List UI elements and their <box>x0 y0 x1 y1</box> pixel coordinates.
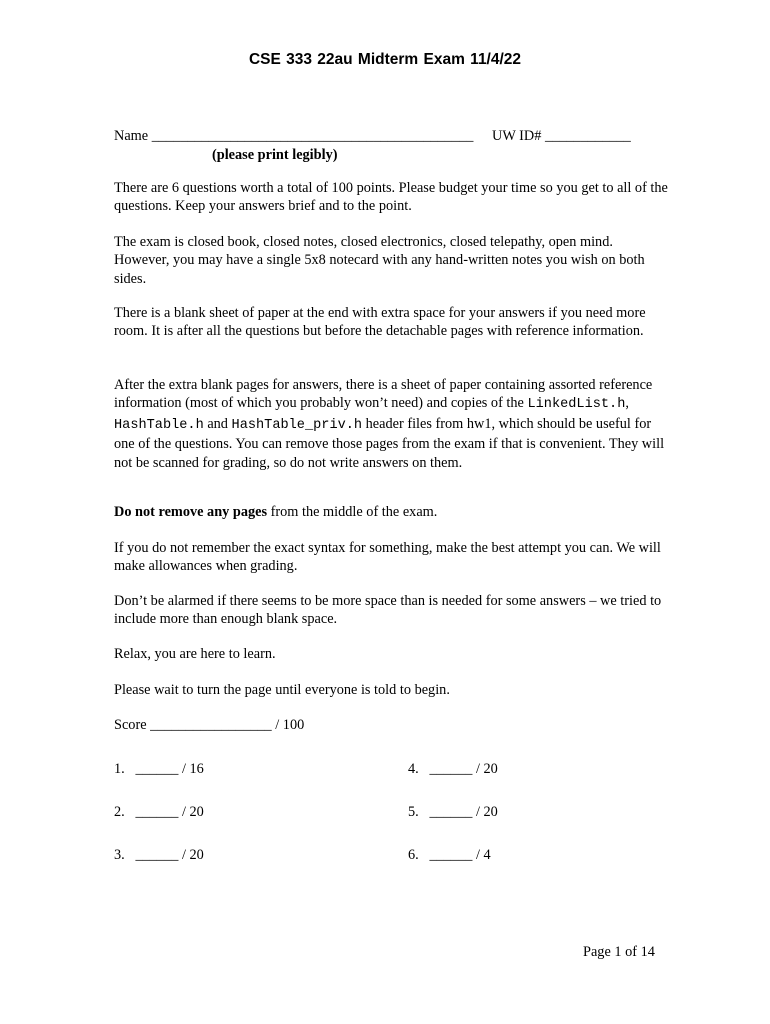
instruction-paragraph-5 <box>114 503 670 521</box>
question-score-6 <box>408 846 491 864</box>
question-max: / 20 <box>181 847 204 863</box>
uwid-blank: ____________ <box>544 128 631 144</box>
question-blank: ______ <box>429 761 473 777</box>
question-blank: ______ <box>135 847 179 863</box>
instruction-paragraph-9: Please wait to turn the page until everyone is told to begin. <box>114 682 450 698</box>
question-max: / 4 <box>475 847 491 863</box>
separator-and: and <box>207 415 228 432</box>
instruction-paragraph-2: The exam is closed book, closed notes, closed electronics, closed telepathy, open mind. However, you may have a single 5x8 notecard with any hand-written notes you wish on both sides. <box>114 234 645 287</box>
question-number: 2. <box>114 804 125 820</box>
file-linkedlist-h: LinkedList.h <box>527 397 626 413</box>
question-number: 1. <box>114 761 125 777</box>
question-max: / 20 <box>475 761 498 777</box>
name-line <box>114 127 473 145</box>
question-number: 6. <box>408 847 419 863</box>
score-label: Score <box>114 717 147 733</box>
question-blank: ______ <box>429 847 473 863</box>
name-label: Name <box>114 128 149 144</box>
instruction-paragraph-6: If you do not remember the exact syntax for something, make the best attempt you can. We will make allowances when grading. <box>114 540 661 575</box>
page-number: Page 1 of 14 <box>583 944 655 960</box>
question-number: 5. <box>408 804 419 820</box>
question-max: / 20 <box>475 804 498 820</box>
question-max: / 16 <box>181 761 204 777</box>
question-blank: ______ <box>135 804 179 820</box>
paragraph-5-bold: Do not remove any pages <box>114 504 268 520</box>
instruction-paragraph-8: Relax, you are here to learn. <box>114 646 276 662</box>
score-line <box>114 716 304 734</box>
file-hashtable-h: HashTable.h <box>114 417 204 433</box>
print-note: (please print legibly) <box>212 147 338 163</box>
instruction-paragraph-4 <box>114 376 670 472</box>
instruction-paragraph-1: There are 6 questions worth a total of 100 points. Please budget your time so you get to all of the questions. Keep your answers brief and to the point. <box>114 180 668 215</box>
page-title: CSE 333 22au Midterm Exam 11/4/22 <box>248 51 522 68</box>
question-score-2 <box>114 803 204 821</box>
question-score-3 <box>114 846 204 864</box>
instruction-paragraph-7: Don’t be alarmed if there seems to be more space than is needed for some answers – we tried to include more than enough blank space. <box>114 593 662 628</box>
question-number: 4. <box>408 761 419 777</box>
question-max: / 20 <box>181 804 204 820</box>
file-hashtable-priv-h: HashTable_priv.h <box>231 417 363 433</box>
score-total: / 100 <box>275 717 305 733</box>
uwid-label: UW ID# <box>492 128 542 144</box>
instruction-paragraph-3: There is a blank sheet of paper at the end with extra space for your answers if you need more room. It is after all the questions but before the detachable pages with reference information. <box>114 305 646 340</box>
paragraph-4-part1: After the extra blank pages for answers, there is a sheet of paper containing assorted reference information (most of which you probably won’t need) and copies of the <box>114 377 653 412</box>
question-score-5 <box>408 803 498 821</box>
question-blank: ______ <box>429 804 473 820</box>
separator-comma: , <box>625 395 629 412</box>
uwid-line <box>492 127 631 145</box>
score-blank: _________________ <box>150 717 272 733</box>
question-score-1 <box>114 760 204 778</box>
paragraph-5-rest: from the middle of the exam. <box>270 504 438 520</box>
paragraph-4-part2: header files from hw1, which should be useful for one of the questions. You can remove those pages from the exam if that is convenient. They will not be scanned for grading, so do not write answers on them. <box>114 415 665 471</box>
question-number: 3. <box>114 847 125 863</box>
question-blank: ______ <box>135 761 179 777</box>
name-blank: _____________________________________________ <box>151 128 474 144</box>
question-score-4 <box>408 760 498 778</box>
